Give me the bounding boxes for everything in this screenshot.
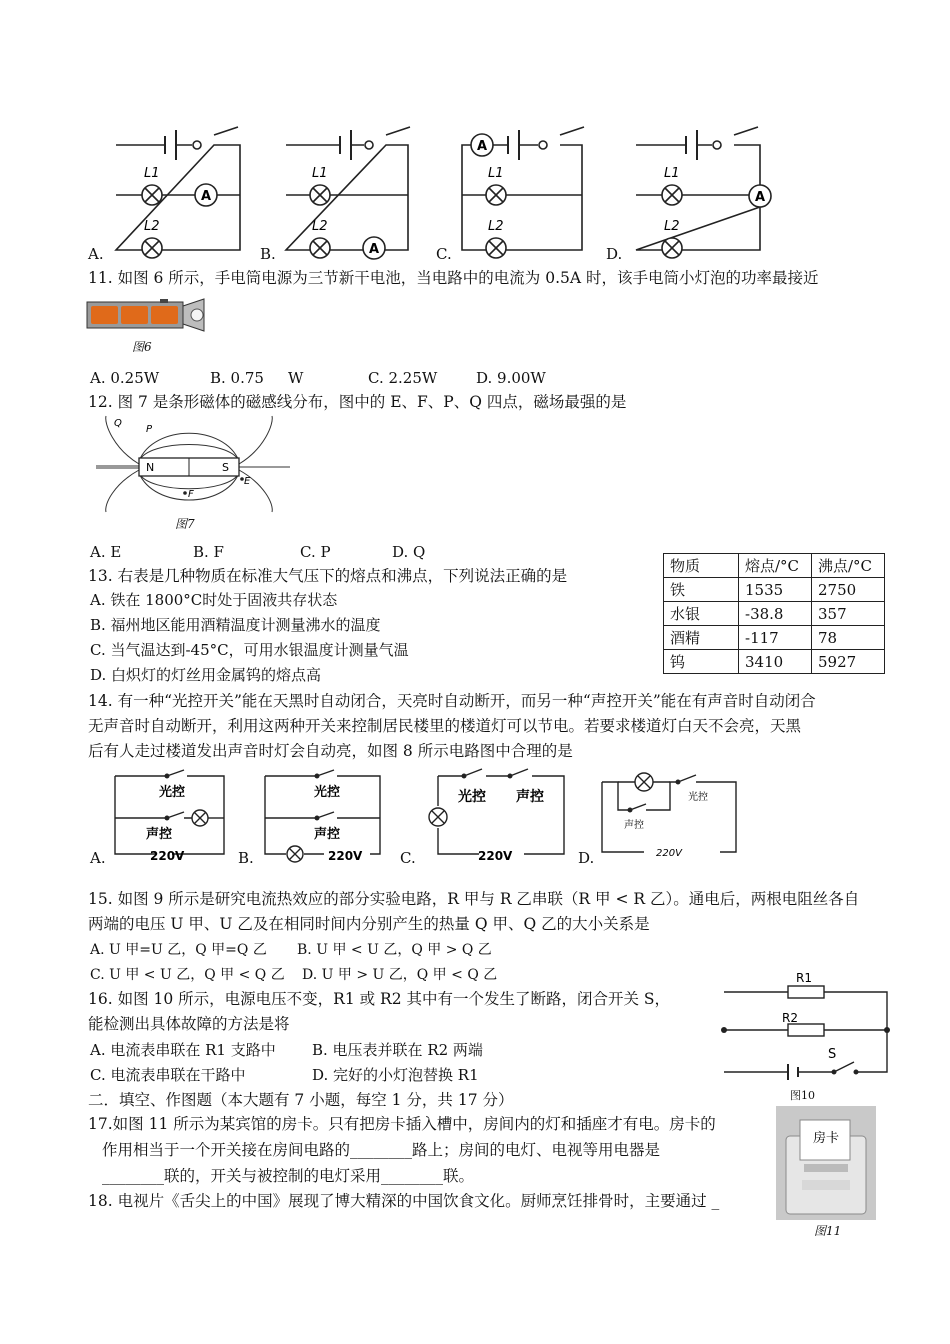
svg-text:L1: L1 <box>664 166 680 181</box>
q17-stem-line-2: 作用相当于一个开关接在房间电路的________路上；房间的电灯、电视等用电器是 <box>102 1141 661 1159</box>
svg-text:R1: R1 <box>796 971 812 985</box>
svg-text:A: A <box>477 139 488 154</box>
svg-text:光控: 光控 <box>314 785 341 800</box>
q10-option-c: C. <box>436 245 452 263</box>
q14-circuit-a <box>112 766 232 862</box>
q14-circuit-c <box>424 766 574 862</box>
q10-option-b: B. <box>260 245 276 263</box>
q15-stem-line-1: 15. 如图 9 所示是研究电流热效应的部分实验电路，R 甲与 R 乙串联（R 甲 < R 乙）。通电后，两根电阻丝各自 <box>88 890 860 908</box>
magnet-field-figure <box>94 414 294 514</box>
flashlight-figure <box>86 298 226 332</box>
figure-7-caption: 图7 <box>175 517 195 531</box>
svg-text:L1: L1 <box>488 166 504 181</box>
table-row: 酒精 -117 78 <box>664 626 885 650</box>
table-row: 铁 1535 2750 <box>664 578 885 602</box>
svg-text:L2: L2 <box>664 219 680 234</box>
q17-stem-line-1: 17.如图 11 所示为某宾馆的房卡。只有把房卡插入槽中，房间内的灯和插座才有电。房卡的 <box>88 1115 716 1133</box>
svg-text:220V: 220V <box>478 849 513 863</box>
svg-text:L1: L1 <box>144 166 160 181</box>
svg-text:Q: Q <box>114 418 122 429</box>
svg-text:光控: 光控 <box>159 785 186 800</box>
q10-circuit-b <box>282 120 422 260</box>
figure-11-caption: 图11 <box>814 1224 842 1238</box>
svg-text:L2: L2 <box>488 219 504 234</box>
q10-circuit-d <box>632 120 782 260</box>
svg-text:220V: 220V <box>328 849 363 863</box>
svg-text:声控: 声控 <box>516 789 544 805</box>
q12-stem: 12. 图 7 是条形磁体的磁感线分布，图中的 E、F、P、Q 四点，磁场最强的是 <box>88 393 627 411</box>
table-row: 钨 3410 5927 <box>664 650 885 674</box>
table-row: 水银 -38.8 357 <box>664 602 885 626</box>
svg-text:L2: L2 <box>144 219 160 234</box>
section-2-heading: 二．填空、作图题（本大题有 7 小题，每空 1 分，共 17 分） <box>88 1091 514 1109</box>
svg-text:E: E <box>244 476 251 487</box>
svg-text:房卡: 房卡 <box>813 1131 840 1146</box>
svg-text:光控: 光控 <box>458 789 486 805</box>
q11-stem: 11. 如图 6 所示，手电筒电源为三节新干电池，当电路中的电流为 0.5A 时，该手电筒小灯泡的功率最接近 <box>88 269 819 287</box>
q14-stem-line-2: 无声音时自动断开，利用这两种开关来控制居民楼里的楼道灯可以节电。若要求楼道灯白天不会亮，天黑 <box>88 717 802 735</box>
svg-text:220V: 220V <box>150 849 185 863</box>
svg-text:R2: R2 <box>782 1011 798 1025</box>
ammeter-label: A <box>201 189 212 204</box>
q10-option-a: A. <box>88 245 104 263</box>
melting-boiling-table <box>663 553 885 674</box>
svg-text:光控: 光控 <box>688 792 708 803</box>
room-card-figure <box>776 1106 876 1220</box>
q10-option-d: D. <box>606 245 623 263</box>
svg-text:A: A <box>755 190 766 205</box>
svg-text:220V: 220V <box>656 848 682 859</box>
q14-stem-line-3: 后有人走过楼道发出声音时灯会自动亮，如图 8 所示电路图中合理的是 <box>88 742 573 760</box>
q14-circuit-d <box>600 766 740 862</box>
svg-text:A: A <box>369 242 380 257</box>
q14-stem-line-1: 14. 有一种“光控开关”能在天黑时自动闭合，天亮时自动断开，而另一种“声控开关”能在有声音时自动闭合 <box>88 692 816 710</box>
q16-stem-line-2: 能检测出具体故障的方法是将 <box>88 1015 290 1033</box>
figure-6-caption: 图6 <box>132 340 152 354</box>
svg-text:S: S <box>828 1047 837 1062</box>
q15-stem-line-2: 两端的电压 U 甲、U 乙及在相同时间内分别产生的热量 Q 甲、Q 乙的大小关系是 <box>88 915 650 933</box>
svg-text:声控: 声控 <box>146 827 173 842</box>
figure-10-caption: 图10 <box>790 1089 815 1102</box>
q10-circuit-a <box>110 120 250 260</box>
table-header-row: 物质 熔点/°C 沸点/°C <box>664 554 885 578</box>
q16-stem-line-1: 16. 如图 10 所示，电源电压不变，R1 或 R2 其中有一个发生了断路，闭合开关 S， <box>88 990 671 1008</box>
q18-stem: 18. 电视片《舌尖上的中国》展现了博大精深的中国饮食文化。厨师烹饪排骨时，主要通过 _ <box>88 1192 720 1210</box>
svg-text:L1: L1 <box>312 166 328 181</box>
q10-circuit-c <box>458 120 598 260</box>
svg-text:N: N <box>146 461 155 474</box>
svg-text:声控: 声控 <box>314 827 341 842</box>
svg-text:P: P <box>146 424 153 435</box>
q13-stem: 13. 右表是几种物质在标准大气压下的熔点和沸点，下列说法正确的是 <box>88 567 568 585</box>
figure-10-circuit <box>716 968 896 1086</box>
svg-text:L2: L2 <box>312 219 328 234</box>
svg-text:S: S <box>222 461 229 474</box>
q17-stem-line-3: ________联的，开关与被控制的电灯采用________联。 <box>102 1167 475 1185</box>
svg-text:声控: 声控 <box>624 820 644 831</box>
svg-text:F: F <box>188 489 194 500</box>
q14-circuit-b <box>262 766 387 862</box>
